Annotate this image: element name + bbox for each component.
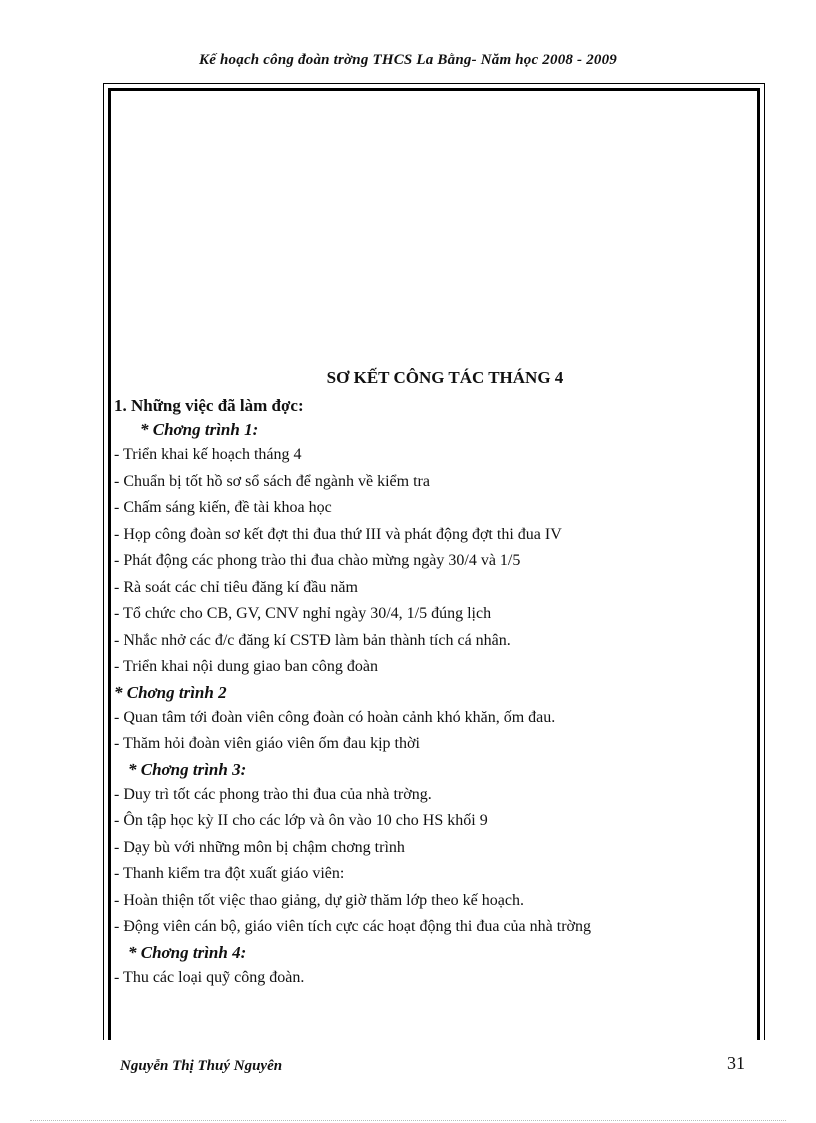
list-item: - Thăm hỏi đoàn viên giáo viên ốm đau kịp thời	[114, 735, 420, 752]
document-body	[114, 362, 754, 991]
list-item: - Hoàn thiện tốt việc thao giảng, dự giờ thăm lớp theo kế hoạch.	[114, 891, 524, 909]
list-item: - Triển khai nội dung giao ban công đoàn	[114, 658, 378, 675]
program-1-heading: * Chơng trình 1:	[140, 420, 259, 439]
list-item: - Rà soát các chỉ tiêu đăng kí đầu năm	[114, 578, 358, 596]
list-item: - Phát động các phong trào thi đua chào mừng ngày 30/4 và 1/5	[114, 552, 521, 569]
section-heading-1: 1. Những việc đã làm đợc:	[114, 396, 304, 415]
list-item: - Dạy bù với những môn bị chậm chơng trình	[114, 838, 405, 856]
list-item: - Triển khai kế hoạch tháng 4	[114, 446, 302, 463]
program-2-heading: * Chơng trình 2	[114, 682, 227, 702]
section-title: SƠ KẾT CÔNG TÁC THÁNG 4	[326, 368, 564, 387]
page-header: Kế hoạch công đoàn trờng THCS La Bằng- Năm học 2008 - 2009	[198, 52, 618, 68]
page-number: 31	[727, 1053, 745, 1073]
footer-author: Nguyễn Thị Thuý Nguyên	[120, 1058, 283, 1074]
list-item: - Nhắc nhở các đ/c đăng kí CSTĐ làm bản thành tích cá nhân.	[114, 631, 511, 649]
list-item: - Quan tâm tới đoàn viên công đoàn có hoàn cảnh khó khăn, ốm đau.	[114, 708, 556, 726]
program-4-heading: * Chơng trình 4:	[128, 942, 247, 962]
list-item: - Ôn tập học kỳ II cho các lớp và ôn vào 10 cho HS khối 9	[114, 812, 488, 829]
list-item: - Chấm sáng kiến, đề tài khoa học	[114, 499, 332, 516]
program-3-heading: * Chơng trình 3:	[128, 759, 247, 779]
list-item: - Duy trì tốt các phong trào thi đua của nhà trờng.	[114, 785, 432, 803]
list-item: - Họp công đoàn sơ kết đợt thi đua thứ III và phát động đợt thi đua IV	[114, 525, 562, 543]
bottom-divider	[30, 1120, 786, 1121]
list-item: - Chuẩn bị tốt hồ sơ sổ sách để ngành về kiểm tra	[114, 472, 430, 490]
list-item: - Thanh kiểm tra đột xuất giáo viên:	[114, 865, 345, 882]
list-item: - Động viên cán bộ, giáo viên tích cực các hoạt động thi đua của nhà trờng	[114, 918, 591, 935]
list-item: - Tổ chức cho CB, GV, CNV nghỉ ngày 30/4, 1/5 đúng lịch	[114, 605, 492, 622]
list-item: - Thu các loại quỹ công đoàn.	[114, 968, 305, 986]
